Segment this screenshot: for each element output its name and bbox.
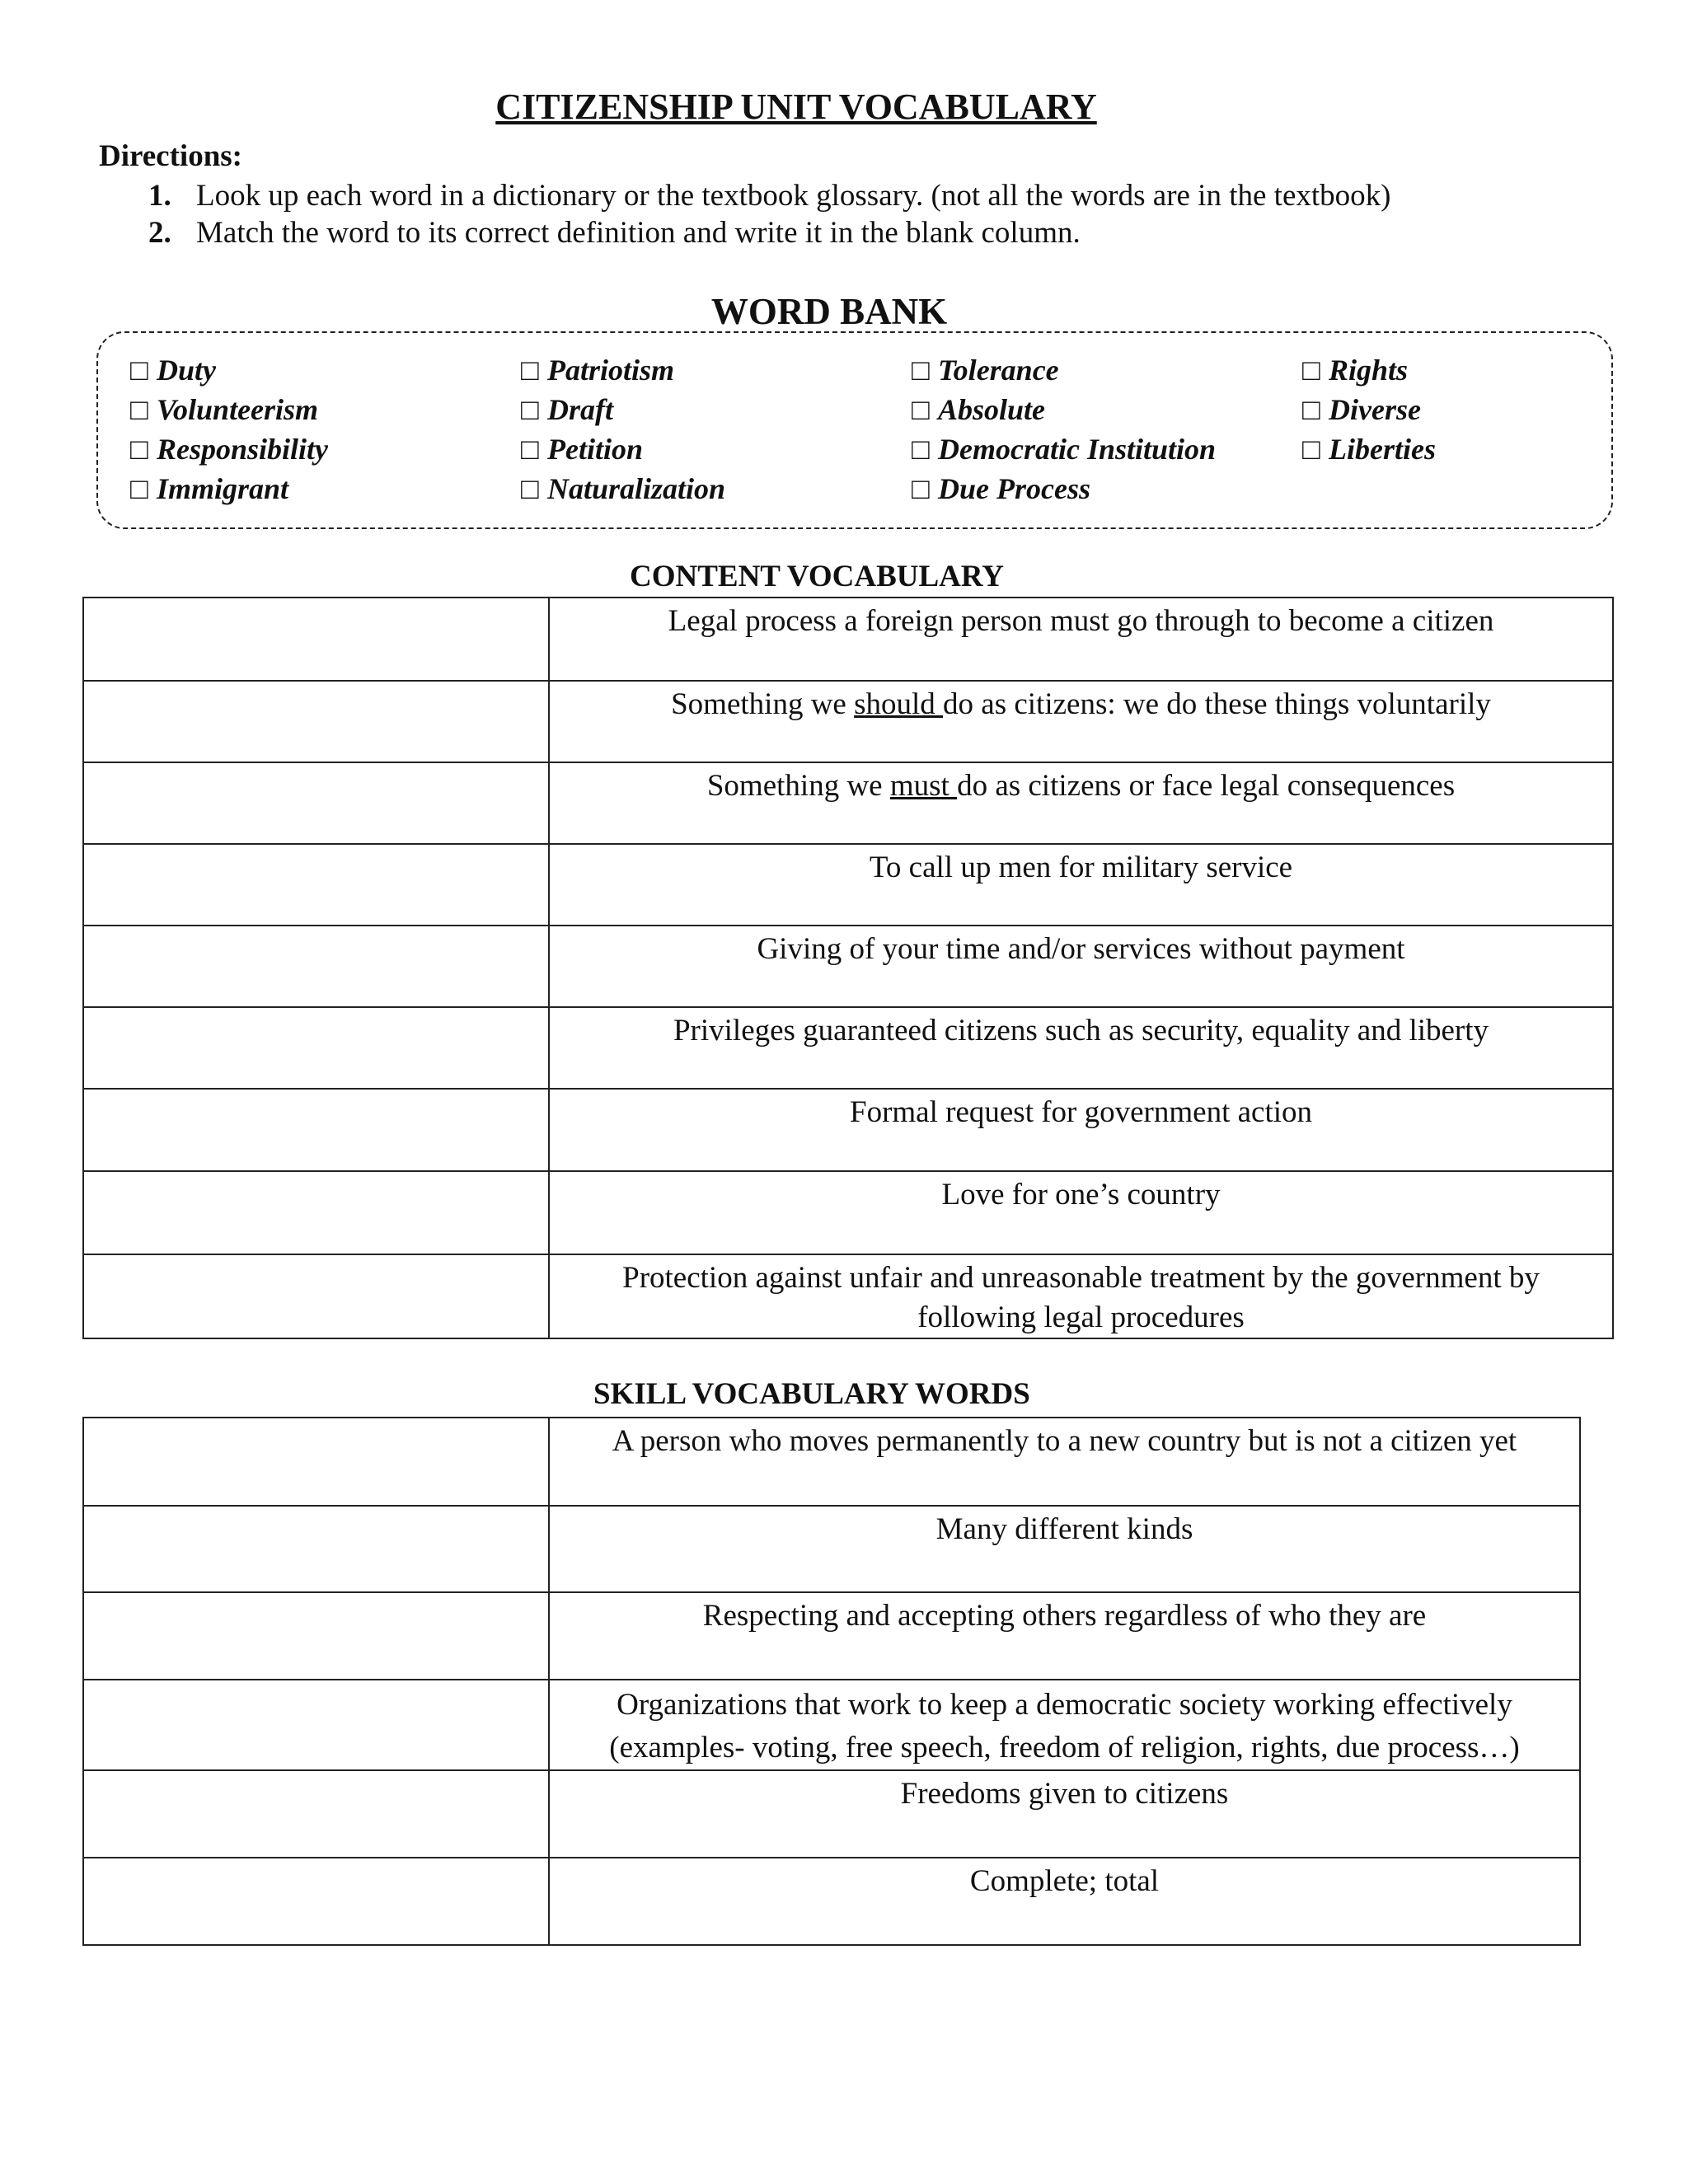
checkbox-icon: □ — [521, 393, 539, 426]
definition-cell: Something we must do as citizens or face legal consequences — [549, 762, 1613, 844]
step-number: 1. — [148, 179, 171, 213]
word-bank-item: □ Democratic Institution — [912, 433, 1217, 466]
definition-cell: Freedoms given to citizens — [549, 1770, 1580, 1858]
direction-step — [148, 178, 1390, 213]
table-row — [83, 1171, 1613, 1254]
definition-cell: A person who moves permanently to a new country but is not a citizen yet — [549, 1418, 1580, 1506]
table-row — [83, 1007, 1613, 1089]
word-bank-item: □ Immigrant — [130, 472, 289, 505]
checkbox-icon: □ — [912, 472, 930, 505]
table-row — [83, 1858, 1580, 1945]
word-bank-item: □ Duty — [130, 354, 216, 387]
answer-blank[interactable] — [83, 1680, 549, 1770]
answer-blank[interactable] — [83, 1007, 549, 1089]
table-row — [83, 681, 1613, 762]
answer-blank[interactable] — [83, 681, 549, 762]
skill-vocabulary-table — [82, 1417, 1581, 1946]
table-row — [83, 1089, 1613, 1171]
table-row — [83, 1418, 1580, 1506]
word-bank-item: □ Diverse — [1302, 393, 1421, 426]
checkbox-icon: □ — [912, 433, 930, 466]
step-text: Match the word to its correct definition and write it in the blank column. — [196, 216, 1081, 250]
table-row — [83, 1770, 1580, 1858]
definition-cell: Something we should do as citizens: we do these things voluntarily — [549, 681, 1613, 762]
table-row — [83, 1680, 1580, 1770]
answer-blank[interactable] — [83, 1089, 549, 1171]
answer-blank[interactable] — [83, 1418, 549, 1506]
answer-blank[interactable] — [83, 1858, 549, 1945]
definition-cell: Legal process a foreign person must go through to become a citizen — [549, 598, 1613, 681]
answer-blank[interactable] — [83, 598, 549, 681]
answer-blank[interactable] — [83, 1592, 549, 1680]
definition-cell: Many different kinds — [549, 1506, 1580, 1592]
definition-cell: Organizations that work to keep a democratic society working effectively (examples- voting, free speech, freedom of religion, rights, due process…) — [549, 1680, 1580, 1770]
checkbox-icon: □ — [521, 472, 539, 505]
page-title: CITIZENSHIP UNIT VOCABULARY — [495, 87, 1097, 127]
table-row — [83, 844, 1613, 926]
checkbox-icon: □ — [130, 354, 148, 387]
checkbox-icon: □ — [130, 472, 148, 505]
checkbox-icon: □ — [1302, 354, 1320, 387]
word-bank-item: □ Petition — [521, 433, 643, 466]
word-bank-item: □ Patriotism — [521, 354, 675, 387]
answer-blank[interactable] — [83, 926, 549, 1007]
content-vocabulary-table — [82, 597, 1614, 1339]
skill-vocabulary-heading: SKILL VOCABULARY WORDS — [593, 1377, 1030, 1411]
table-row — [83, 1506, 1580, 1592]
word-bank-item: □ Absolute — [912, 393, 1046, 426]
checkbox-icon: □ — [1302, 393, 1320, 426]
answer-blank[interactable] — [83, 844, 549, 926]
word-bank-item: □ Tolerance — [912, 354, 1059, 387]
checkbox-icon: □ — [521, 354, 539, 387]
table-row — [83, 1592, 1580, 1680]
word-bank-item: □ Due Process — [912, 472, 1090, 505]
answer-blank[interactable] — [83, 762, 549, 844]
direction-step — [148, 215, 1081, 251]
word-bank-item: □ Liberties — [1302, 433, 1436, 466]
word-bank-item: □ Responsibility — [130, 433, 329, 466]
directions-label: Directions: — [99, 139, 242, 173]
definition-cell: Formal request for government action — [549, 1089, 1613, 1171]
checkbox-icon: □ — [521, 433, 539, 466]
word-bank-item: □ Rights — [1302, 354, 1409, 387]
table-row — [83, 1254, 1613, 1338]
answer-blank[interactable] — [83, 1254, 549, 1338]
definition-cell: Complete; total — [549, 1858, 1580, 1945]
checkbox-icon: □ — [912, 393, 930, 426]
step-text: Look up each word in a dictionary or the textbook glossary. (not all the words are in the textbook) — [196, 179, 1391, 213]
word-bank-item: □ Naturalization — [521, 472, 726, 505]
checkbox-icon: □ — [912, 354, 930, 387]
table-row — [83, 762, 1613, 844]
checkbox-icon: □ — [1302, 433, 1320, 466]
definition-cell: Respecting and accepting others regardless of who they are — [549, 1592, 1580, 1680]
checkbox-icon: □ — [130, 433, 148, 466]
step-number: 2. — [148, 216, 171, 250]
word-bank-title: WORD BANK — [710, 291, 948, 332]
table-row — [83, 598, 1613, 681]
definition-cell: Love for one’s country — [549, 1171, 1613, 1254]
answer-blank[interactable] — [83, 1506, 549, 1592]
answer-blank[interactable] — [83, 1171, 549, 1254]
word-bank-item: □ Draft — [521, 393, 613, 426]
content-vocabulary-heading: CONTENT VOCABULARY — [630, 560, 1005, 593]
word-bank-item: □ Volunteerism — [130, 393, 319, 426]
answer-blank[interactable] — [83, 1770, 549, 1858]
definition-cell: To call up men for military service — [549, 844, 1613, 926]
table-row — [83, 926, 1613, 1007]
checkbox-icon: □ — [130, 393, 148, 426]
definition-cell: Giving of your time and/or services without payment — [549, 926, 1613, 1007]
definition-cell: Privileges guaranteed citizens such as security, equality and liberty — [549, 1007, 1613, 1089]
definition-cell: Protection against unfair and unreasonable treatment by the government by following legal procedures — [549, 1254, 1613, 1338]
